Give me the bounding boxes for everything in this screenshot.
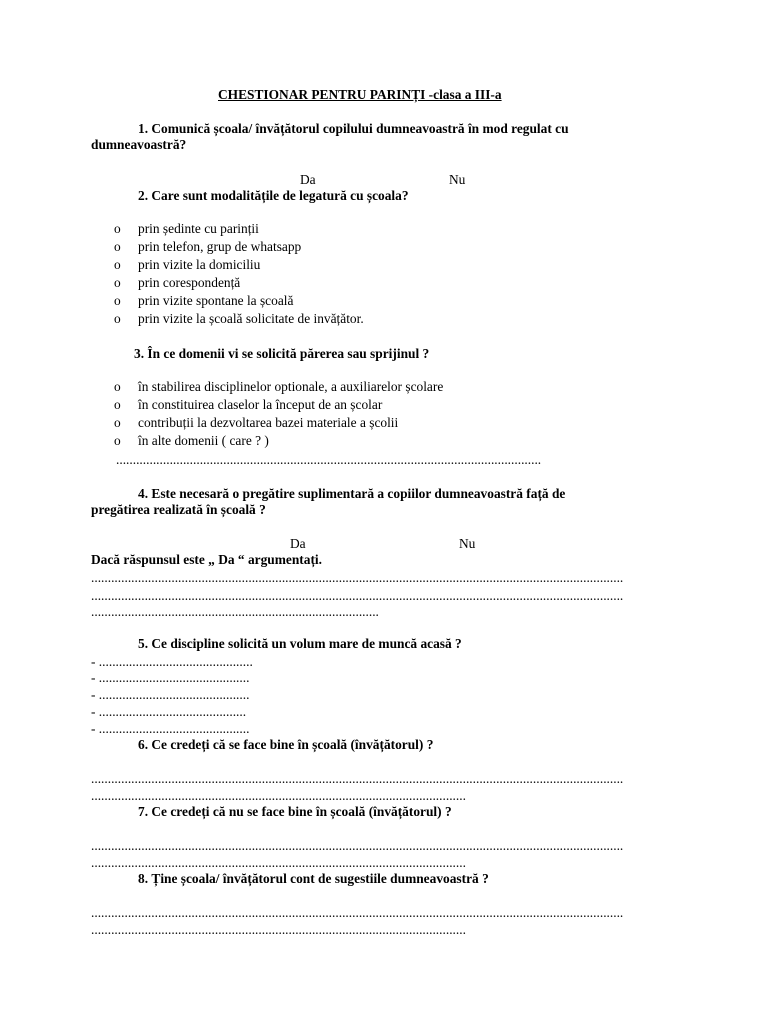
question-5-answer-1[interactable]: - .............................................. xyxy=(91,654,253,669)
option-label: în constituirea claselor la început de an școlar xyxy=(138,397,383,412)
checkbox-bullet-icon[interactable]: o xyxy=(114,397,121,412)
question-5-answer-2[interactable]: - ............................................. xyxy=(91,670,250,685)
question-8: 8. Ține școala/ învățătorul cont de sugestiile dumneavoastră ? xyxy=(138,871,489,886)
question-4-line-1: 4. Este necesară o pregătire suplimentară a copiilor dumneavoastră față de xyxy=(138,486,566,501)
question-5-answer-4[interactable]: - ............................................ xyxy=(91,704,247,719)
checkbox-bullet-icon[interactable]: o xyxy=(114,221,121,236)
question-3-options-list xyxy=(0,378,768,452)
question-4-answer-line-3[interactable]: ...................................................................................... xyxy=(91,604,379,619)
question-4-option-no[interactable]: Nu xyxy=(459,536,476,551)
question-8-answer-line-1[interactable]: ............................................................................................................................................................... xyxy=(91,905,624,920)
option-label: prin corespondență xyxy=(138,275,241,290)
checkbox-bullet-icon[interactable]: o xyxy=(114,239,121,254)
question-4-line-2: pregătirea realizată în școală ? xyxy=(91,502,266,517)
question-8-answer-line-2[interactable]: ................................................................................................................ xyxy=(91,922,466,937)
question-1-line-2: dumneavoastră? xyxy=(91,137,187,152)
question-2-options-list xyxy=(0,220,768,330)
checkbox-bullet-icon[interactable]: o xyxy=(114,293,121,308)
option-label: prin vizite spontane la școală xyxy=(138,293,294,308)
question-4-answer-line-1[interactable]: ............................................................................................................................................................... xyxy=(91,570,624,585)
question-6: 6. Ce credeți că se face bine în școală (învățătorul) ? xyxy=(138,737,434,752)
question-7: 7. Ce credeți că nu se face bine în școală (învățătorul) ? xyxy=(138,804,452,819)
question-7-answer-line-1[interactable]: ............................................................................................................................................................... xyxy=(91,838,624,853)
option-label: prin telefon, grup de whatsapp xyxy=(138,239,302,254)
option-label: prin ședinte cu parinții xyxy=(138,221,259,236)
option-label: prin vizite la școală solicitate de invățător. xyxy=(138,311,364,326)
question-3-answer-field[interactable]: ............................................................................................................................... xyxy=(116,452,542,467)
option-label: prin vizite la domiciliu xyxy=(138,257,261,272)
question-4-answer-line-2[interactable]: ............................................................................................................................................................... xyxy=(91,588,624,603)
option-label: în stabilirea disciplinelor optionale, a auxiliarelor școlare xyxy=(138,379,444,394)
checkbox-bullet-icon[interactable]: o xyxy=(114,257,121,272)
checkbox-bullet-icon[interactable]: o xyxy=(114,275,121,290)
question-1-option-no[interactable]: Nu xyxy=(449,172,466,187)
question-5: 5. Ce discipline solicită un volum mare de muncă acasă ? xyxy=(138,636,462,651)
question-7-answer-line-2[interactable]: ................................................................................................................ xyxy=(91,855,466,870)
checkbox-bullet-icon[interactable]: o xyxy=(114,379,121,394)
question-6-answer-line-2[interactable]: ................................................................................................................ xyxy=(91,788,466,803)
question-6-answer-line-1[interactable]: ............................................................................................................................................................... xyxy=(91,771,624,786)
question-3: 3. În ce domenii vi se solicită părerea sau sprijinul ? xyxy=(134,346,430,361)
checkbox-bullet-icon[interactable]: o xyxy=(114,433,121,448)
question-4-follow-up: Dacă răspunsul este „ Da “ argumentați. xyxy=(91,552,322,567)
question-2: 2. Care sunt modalitățile de legatură cu școala? xyxy=(138,188,409,203)
question-1-option-yes[interactable]: Da xyxy=(300,172,316,187)
question-5-answer-3[interactable]: - ............................................. xyxy=(91,687,250,702)
question-4-option-yes[interactable]: Da xyxy=(290,536,306,551)
question-5-answer-5[interactable]: - ............................................. xyxy=(91,721,250,736)
page-title: CHESTIONAR PENTRU PARINȚI -clasa a III-a xyxy=(218,87,502,102)
checkbox-bullet-icon[interactable]: o xyxy=(114,415,121,430)
checkbox-bullet-icon[interactable]: o xyxy=(114,311,121,326)
option-label: contribuții la dezvoltarea bazei materiale a școlii xyxy=(138,415,399,430)
option-label: în alte domenii ( care ? ) xyxy=(138,433,269,448)
question-1-line-1: 1. Comunică școala/ învățătorul copilului dumneavoastră în mod regulat cu xyxy=(138,121,569,136)
